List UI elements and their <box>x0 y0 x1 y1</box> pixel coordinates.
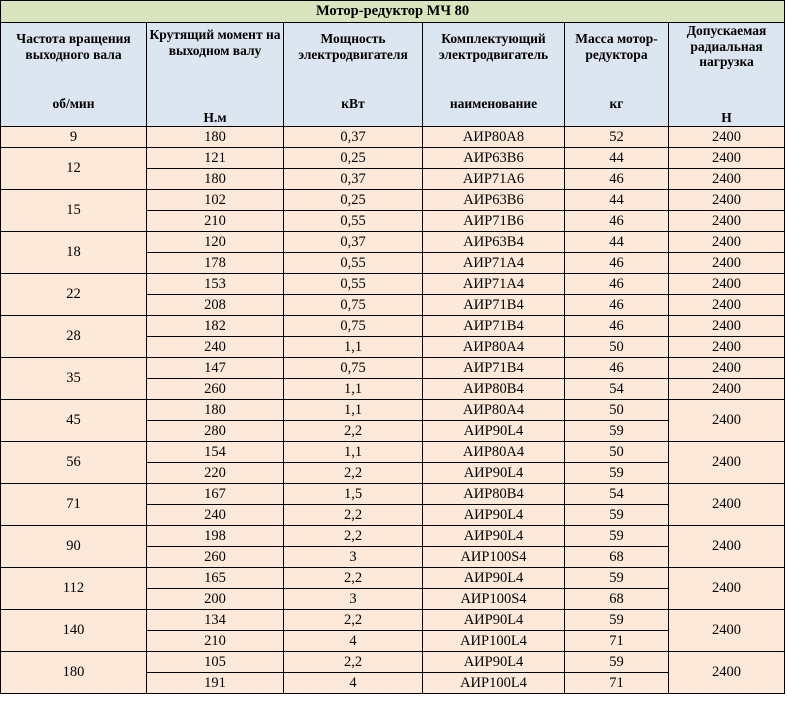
table-row <box>1 274 785 295</box>
motor-cell: АИР80А8 <box>423 127 565 148</box>
power-cell: 1,1 <box>284 400 423 421</box>
mass-cell: 44 <box>565 190 669 211</box>
load-cell: 2400 <box>669 337 785 358</box>
header-motor <box>423 23 565 127</box>
torque-cell: 165 <box>147 568 284 589</box>
torque-cell: 280 <box>147 421 284 442</box>
motor-cell: АИР63В6 <box>423 148 565 169</box>
header-label: Мощность электродвигателя <box>298 31 408 62</box>
torque-cell: 240 <box>147 505 284 526</box>
power-cell: 2,2 <box>284 526 423 547</box>
mass-cell: 44 <box>565 232 669 253</box>
load-cell: 2400 <box>669 274 785 295</box>
torque-cell: 121 <box>147 148 284 169</box>
load-cell: 2400 <box>669 442 785 484</box>
table-body <box>1 127 785 694</box>
torque-cell: 120 <box>147 232 284 253</box>
power-cell: 3 <box>284 589 423 610</box>
header-unit: наименование <box>449 96 538 112</box>
table-row <box>1 484 785 505</box>
mass-cell: 71 <box>565 673 669 694</box>
torque-cell: 102 <box>147 190 284 211</box>
mass-cell: 71 <box>565 631 669 652</box>
load-cell: 2400 <box>669 190 785 211</box>
torque-cell: 191 <box>147 673 284 694</box>
table-row <box>1 190 785 211</box>
motor-cell: АИР100S4 <box>423 589 565 610</box>
power-cell: 2,2 <box>284 610 423 631</box>
load-cell: 2400 <box>669 253 785 274</box>
mass-cell: 59 <box>565 505 669 526</box>
speed-cell: 140 <box>1 610 147 652</box>
motor-cell: АИР80А4 <box>423 442 565 463</box>
power-cell: 0,37 <box>284 127 423 148</box>
table-row <box>1 442 785 463</box>
load-cell: 2400 <box>669 568 785 610</box>
motor-cell: АИР80А4 <box>423 337 565 358</box>
power-cell: 0,55 <box>284 253 423 274</box>
torque-cell: 208 <box>147 295 284 316</box>
motor-cell: АИР63В4 <box>423 232 565 253</box>
load-cell: 2400 <box>669 484 785 526</box>
power-cell: 0,75 <box>284 358 423 379</box>
speed-cell: 45 <box>1 400 147 442</box>
power-cell: 2,2 <box>284 652 423 673</box>
mass-cell: 46 <box>565 253 669 274</box>
power-cell: 4 <box>284 631 423 652</box>
motor-cell: АИР100L4 <box>423 631 565 652</box>
header-label: Крутящий момент на выходном валу <box>149 27 281 58</box>
table-title: Мотор-редуктор МЧ 80 <box>1 1 785 23</box>
motor-cell: АИР71В4 <box>423 295 565 316</box>
torque-cell: 147 <box>147 358 284 379</box>
load-cell: 2400 <box>669 652 785 694</box>
load-cell: 2400 <box>669 379 785 400</box>
power-cell: 0,25 <box>284 190 423 211</box>
power-cell: 2,2 <box>284 568 423 589</box>
power-cell: 4 <box>284 673 423 694</box>
table-row <box>1 400 785 421</box>
header-unit: Н <box>721 110 732 126</box>
mass-cell: 59 <box>565 421 669 442</box>
motor-cell: АИР71А4 <box>423 253 565 274</box>
table-row <box>1 652 785 673</box>
load-cell: 2400 <box>669 400 785 442</box>
speed-cell: 71 <box>1 484 147 526</box>
motor-cell: АИР90L4 <box>423 505 565 526</box>
motor-cell: АИР71А6 <box>423 169 565 190</box>
load-cell: 2400 <box>669 127 785 148</box>
mass-cell: 46 <box>565 358 669 379</box>
torque-cell: 198 <box>147 526 284 547</box>
table-row <box>1 610 785 631</box>
speed-cell: 12 <box>1 148 147 190</box>
load-cell: 2400 <box>669 316 785 337</box>
speed-cell: 56 <box>1 442 147 484</box>
motor-cell: АИР71В4 <box>423 358 565 379</box>
torque-cell: 178 <box>147 253 284 274</box>
header-label: Допускаемая радиальная нагрузка <box>686 23 767 70</box>
torque-cell: 260 <box>147 547 284 568</box>
torque-cell: 180 <box>147 169 284 190</box>
mass-cell: 59 <box>565 610 669 631</box>
motor-cell: АИР80В4 <box>423 484 565 505</box>
header-torque <box>147 23 284 127</box>
mass-cell: 50 <box>565 400 669 421</box>
mass-cell: 50 <box>565 442 669 463</box>
speed-cell: 22 <box>1 274 147 316</box>
motor-cell: АИР80А4 <box>423 400 565 421</box>
load-cell: 2400 <box>669 358 785 379</box>
power-cell: 1,1 <box>284 337 423 358</box>
torque-cell: 240 <box>147 337 284 358</box>
motor-cell: АИР90L4 <box>423 421 565 442</box>
power-cell: 2,2 <box>284 463 423 484</box>
table-row <box>1 316 785 337</box>
torque-cell: 153 <box>147 274 284 295</box>
torque-cell: 220 <box>147 463 284 484</box>
speed-cell: 90 <box>1 526 147 568</box>
load-cell: 2400 <box>669 232 785 253</box>
power-cell: 2,2 <box>284 421 423 442</box>
torque-cell: 105 <box>147 652 284 673</box>
motor-cell: АИР71А4 <box>423 274 565 295</box>
mass-cell: 59 <box>565 652 669 673</box>
header-unit: Н.м <box>203 110 227 126</box>
motor-cell: АИР90L4 <box>423 463 565 484</box>
motor-cell: АИР100S4 <box>423 547 565 568</box>
mass-cell: 50 <box>565 337 669 358</box>
mass-cell: 46 <box>565 316 669 337</box>
mass-cell: 46 <box>565 295 669 316</box>
mass-cell: 54 <box>565 484 669 505</box>
header-label: Масса мотор-редуктора <box>575 31 658 62</box>
header-mass <box>565 23 669 127</box>
power-cell: 1,1 <box>284 379 423 400</box>
header-power <box>284 23 423 127</box>
header-unit: кг <box>609 96 624 112</box>
mass-cell: 52 <box>565 127 669 148</box>
motor-cell: АИР80В4 <box>423 379 565 400</box>
torque-cell: 134 <box>147 610 284 631</box>
torque-cell: 167 <box>147 484 284 505</box>
mass-cell: 54 <box>565 379 669 400</box>
motor-cell: АИР100L4 <box>423 673 565 694</box>
table-row <box>1 526 785 547</box>
header-load <box>669 23 785 127</box>
mass-cell: 59 <box>565 526 669 547</box>
table-row <box>1 148 785 169</box>
motor-cell: АИР63В6 <box>423 190 565 211</box>
torque-cell: 210 <box>147 211 284 232</box>
motor-cell: АИР71В4 <box>423 316 565 337</box>
motor-cell: АИР90L4 <box>423 610 565 631</box>
table-row <box>1 232 785 253</box>
torque-cell: 154 <box>147 442 284 463</box>
power-cell: 2,2 <box>284 505 423 526</box>
speed-cell: 18 <box>1 232 147 274</box>
power-cell: 0,75 <box>284 295 423 316</box>
load-cell: 2400 <box>669 295 785 316</box>
mass-cell: 68 <box>565 547 669 568</box>
power-cell: 0,25 <box>284 148 423 169</box>
power-cell: 0,55 <box>284 211 423 232</box>
load-cell: 2400 <box>669 526 785 568</box>
header-speed <box>1 23 147 127</box>
load-cell: 2400 <box>669 169 785 190</box>
mass-cell: 59 <box>565 463 669 484</box>
load-cell: 2400 <box>669 610 785 652</box>
header-label: Частота вращения выходного вала <box>16 31 131 62</box>
speed-cell: 9 <box>1 127 147 148</box>
speed-cell: 112 <box>1 568 147 610</box>
speed-cell: 35 <box>1 358 147 400</box>
torque-cell: 182 <box>147 316 284 337</box>
speed-cell: 180 <box>1 652 147 694</box>
torque-cell: 180 <box>147 400 284 421</box>
power-cell: 1,1 <box>284 442 423 463</box>
header-unit: об/мин <box>52 96 95 112</box>
mass-cell: 68 <box>565 589 669 610</box>
motor-cell: АИР90L4 <box>423 568 565 589</box>
power-cell: 0,75 <box>284 316 423 337</box>
motor-cell: АИР90L4 <box>423 652 565 673</box>
mass-cell: 59 <box>565 568 669 589</box>
torque-cell: 210 <box>147 631 284 652</box>
motor-cell: АИР71В6 <box>423 211 565 232</box>
power-cell: 0,55 <box>284 274 423 295</box>
motor-cell: АИР90L4 <box>423 526 565 547</box>
speed-cell: 28 <box>1 316 147 358</box>
torque-cell: 180 <box>147 127 284 148</box>
load-cell: 2400 <box>669 148 785 169</box>
mass-cell: 46 <box>565 169 669 190</box>
header-label: Комплектующий электродвигатель <box>438 31 549 62</box>
power-cell: 0,37 <box>284 169 423 190</box>
load-cell: 2400 <box>669 211 785 232</box>
table-row <box>1 568 785 589</box>
table-row <box>1 127 785 148</box>
power-cell: 3 <box>284 547 423 568</box>
mass-cell: 46 <box>565 274 669 295</box>
header-unit: кВт <box>341 96 365 112</box>
mass-cell: 44 <box>565 148 669 169</box>
torque-cell: 200 <box>147 589 284 610</box>
torque-cell: 260 <box>147 379 284 400</box>
power-cell: 1,5 <box>284 484 423 505</box>
power-cell: 0,37 <box>284 232 423 253</box>
mass-cell: 46 <box>565 211 669 232</box>
speed-cell: 15 <box>1 190 147 232</box>
table-row <box>1 358 785 379</box>
